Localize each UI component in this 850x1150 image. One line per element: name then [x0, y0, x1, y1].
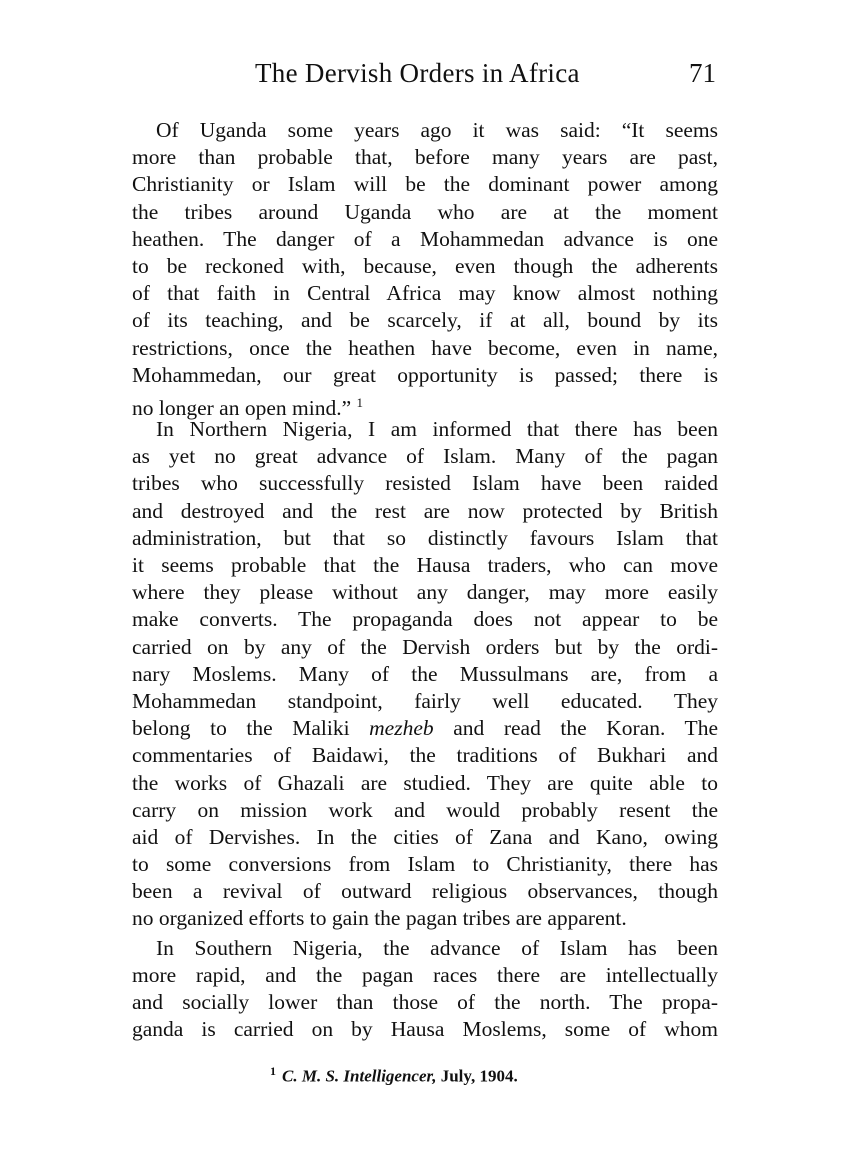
footnote-abbreviation: C. M. S. — [282, 1066, 340, 1086]
text-line: Christianity or Islam will be the dominant power among — [132, 172, 718, 197]
text-line: tribes who successfully resisted Islam have been raided — [132, 471, 718, 496]
footnote-source: Intelligencer, — [343, 1066, 437, 1086]
text-line: to be reckoned with, because, even though the adherents — [132, 253, 718, 278]
text-line: nary Moslems. Many of the Mussulmans are, from a — [132, 661, 718, 686]
text-line: it seems probable that the Hausa traders, who can move — [132, 553, 718, 577]
text-line: been a revival of outward religious observances, though — [132, 879, 718, 904]
text-fragment: and read the Koran. The — [433, 716, 718, 741]
text-line: the tribes around Uganda who are at the moment — [132, 199, 718, 224]
paragraph-3 — [132, 935, 718, 1044]
paragraph-2 — [132, 416, 718, 933]
text-line: heathen. The danger of a Mohammedan advance is one — [132, 226, 718, 251]
text-line: administration, but that so distinctly favours Islam that — [132, 525, 718, 550]
text-line: more than probable that, before many years are past, — [132, 145, 718, 170]
text-line: In Northern Nigeria, I am informed that there has been — [156, 417, 718, 442]
text-line: Mohammedan, our great opportunity is passed; there is — [132, 362, 718, 387]
text-line: as yet no great advance of Islam. Many of the pagan — [132, 444, 718, 469]
text-line: and socially lower than those of the north. The propa- — [132, 990, 718, 1014]
text-fragment: belong to the Maliki — [132, 716, 370, 741]
body-text — [132, 117, 718, 1043]
page-number: 71 — [689, 58, 716, 88]
text-line: of that faith in Central Africa may know almost nothing — [132, 281, 718, 306]
text-line: Of Uganda some years ago it was said: “It seems — [156, 118, 718, 142]
footnote — [270, 1064, 518, 1087]
text-line: restrictions, once the heathen have become, even in name, — [132, 335, 718, 360]
running-head — [130, 58, 718, 98]
text-line: Mohammedan standpoint, fairly well educated. They — [132, 688, 718, 713]
footnote-reference[interactable]: 1 — [356, 394, 364, 410]
text-line: aid of Dervishes. In the cities of Zana and Kano, owing — [132, 824, 718, 849]
running-title: The Dervish Orders in Africa — [255, 58, 580, 88]
text-line: to some conversions from Islam to Christianity, there has — [132, 852, 718, 877]
text-fragment: no longer an open mind.” — [132, 396, 352, 421]
text-line: carry on mission work and would probably resent the — [132, 797, 718, 822]
text-line: and destroyed and the rest are now protected by British — [132, 498, 718, 523]
text-line: make converts. The propaganda does not appear to be — [132, 607, 718, 632]
text-line: the works of Ghazali are studied. They are quite able to — [132, 770, 718, 795]
text-line: ganda is carried on by Hausa Moslems, some of whom — [132, 1017, 718, 1042]
text-line: of its teaching, and be scarcely, if at all, bound by its — [132, 308, 718, 333]
text-line-italic — [132, 715, 718, 742]
text-line: carried on by any of the Dervish orders but by the ordi- — [132, 634, 718, 659]
text-line: where they please without any danger, may more easily — [132, 580, 718, 605]
footnote-mark: 1 — [270, 1064, 276, 1078]
italic-term: mezheb — [369, 716, 434, 741]
text-line: In Southern Nigeria, the advance of Islam has been — [156, 935, 718, 960]
paragraph-1 — [132, 117, 718, 421]
text-line: no organized efforts to gain the pagan tribes are apparent. — [132, 906, 627, 931]
text-line: more rapid, and the pagan races there are intellectually — [132, 962, 718, 987]
text-line-last — [132, 389, 718, 421]
text-line: commentaries of Baidawi, the traditions of Bukhari and — [132, 743, 718, 768]
footnote-date: July, 1904. — [440, 1066, 518, 1086]
